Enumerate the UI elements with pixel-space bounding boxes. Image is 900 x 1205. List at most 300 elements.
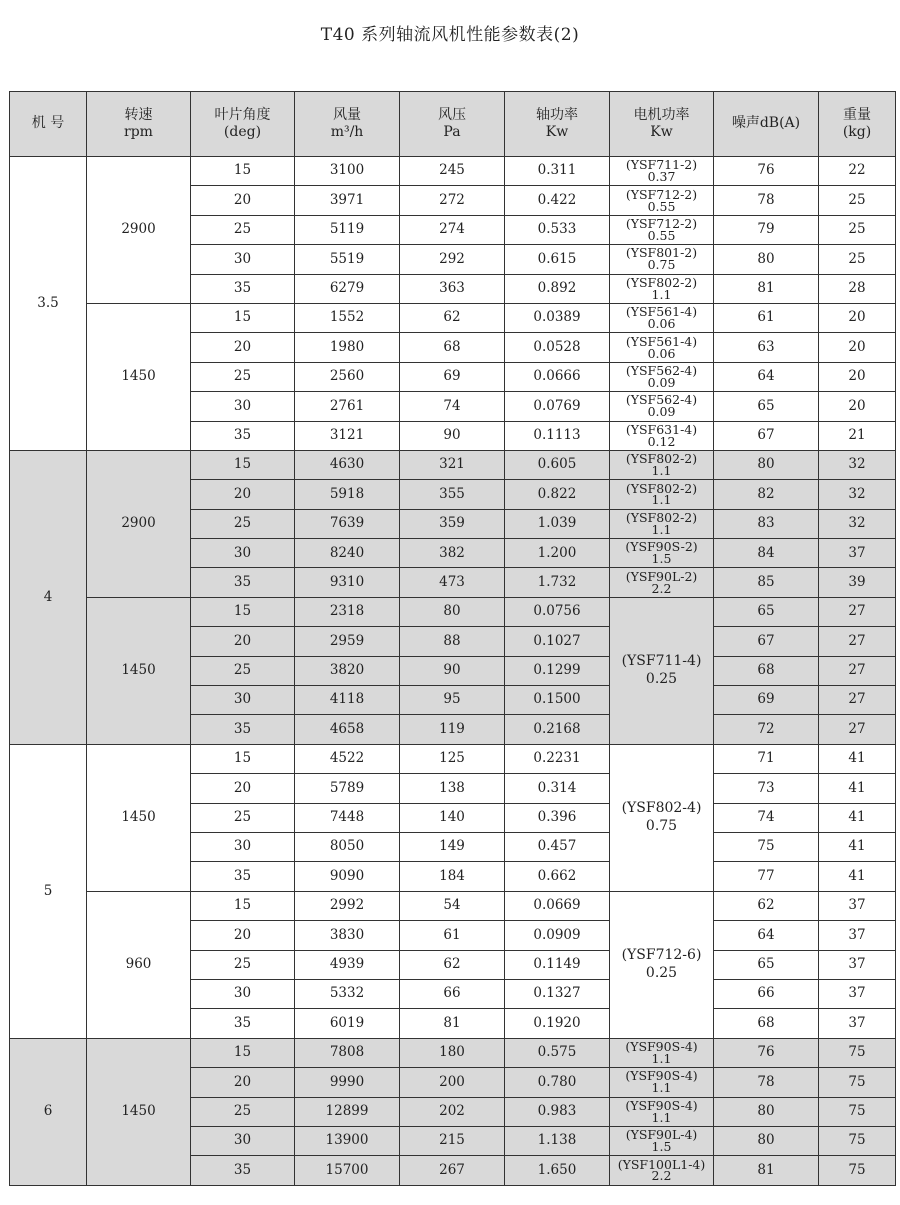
motor-model: (YSF712-2) — [625, 186, 698, 202]
angle-cell: 20 — [191, 333, 295, 362]
angle-cell: 25 — [191, 950, 295, 979]
flow-cell: 6279 — [295, 274, 400, 303]
pressure-cell: 359 — [400, 509, 505, 538]
shaft-power-cell: 0.0528 — [505, 333, 610, 362]
weight-cell: 37 — [819, 921, 896, 950]
flow-cell: 8050 — [295, 832, 400, 861]
flow-cell: 7808 — [295, 1038, 400, 1067]
header-pressure: 风压 Pa — [400, 92, 505, 157]
noise-cell: 79 — [714, 215, 819, 244]
weight-cell: 41 — [819, 832, 896, 861]
angle-cell: 20 — [191, 1068, 295, 1097]
weight-cell: 37 — [819, 539, 896, 568]
motor-model: (YSF711-2) — [625, 157, 698, 173]
header-model: 机 号 — [10, 92, 87, 157]
table-row — [10, 597, 896, 626]
motor-power-cell — [610, 303, 714, 332]
angle-cell: 20 — [191, 480, 295, 509]
shaft-power-cell: 0.0909 — [505, 921, 610, 950]
motor-power-cell — [610, 480, 714, 509]
noise-cell: 77 — [714, 862, 819, 891]
angle-cell: 15 — [191, 450, 295, 479]
shaft-power-cell: 0.1299 — [505, 656, 610, 685]
noise-cell: 81 — [714, 1156, 819, 1185]
motor-power-cell — [610, 362, 714, 391]
pressure-cell: 272 — [400, 186, 505, 215]
noise-cell: 80 — [714, 1126, 819, 1155]
noise-cell: 76 — [714, 157, 819, 186]
flow-cell: 4118 — [295, 686, 400, 715]
pressure-cell: 88 — [400, 627, 505, 656]
angle-cell: 30 — [191, 245, 295, 274]
angle-cell: 15 — [191, 744, 295, 773]
performance-table — [9, 91, 896, 1186]
pressure-cell: 267 — [400, 1156, 505, 1185]
weight-cell: 22 — [819, 157, 896, 186]
pressure-cell: 138 — [400, 774, 505, 803]
model-cell: 6 — [10, 1038, 87, 1185]
flow-cell: 8240 — [295, 539, 400, 568]
angle-cell: 25 — [191, 803, 295, 832]
pressure-cell: 184 — [400, 862, 505, 891]
table-row — [10, 891, 896, 920]
motor-model: (YSF562-4) — [625, 363, 698, 379]
flow-cell: 3100 — [295, 157, 400, 186]
noise-cell: 78 — [714, 1068, 819, 1097]
table-row — [10, 157, 896, 186]
flow-cell: 5119 — [295, 215, 400, 244]
shaft-power-cell: 0.822 — [505, 480, 610, 509]
motor-power-cell — [610, 421, 714, 450]
speed-cell: 1450 — [87, 744, 191, 891]
shaft-power-cell: 1.138 — [505, 1126, 610, 1155]
angle-cell: 25 — [191, 215, 295, 244]
weight-cell: 39 — [819, 568, 896, 597]
flow-cell: 2992 — [295, 891, 400, 920]
flow-cell: 9990 — [295, 1068, 400, 1097]
angle-cell: 20 — [191, 921, 295, 950]
table-row — [10, 303, 896, 332]
motor-kw: 2.2 — [651, 1168, 672, 1184]
angle-cell: 25 — [191, 509, 295, 538]
weight-cell: 27 — [819, 715, 896, 744]
motor-kw: 0.55 — [647, 198, 676, 214]
weight-cell: 75 — [819, 1038, 896, 1067]
angle-cell: 35 — [191, 1009, 295, 1038]
pressure-cell: 215 — [400, 1126, 505, 1155]
pressure-cell: 119 — [400, 715, 505, 744]
motor-kw: 1.5 — [651, 1139, 672, 1155]
motor-kw: 0.12 — [647, 433, 676, 449]
weight-cell: 75 — [819, 1156, 896, 1185]
pressure-cell: 74 — [400, 392, 505, 421]
motor-kw: 0.25 — [645, 964, 678, 981]
angle-cell: 15 — [191, 597, 295, 626]
shaft-power-cell: 0.0769 — [505, 392, 610, 421]
pressure-cell: 54 — [400, 891, 505, 920]
shaft-power-cell: 1.200 — [505, 539, 610, 568]
shaft-power-cell: 0.2231 — [505, 744, 610, 773]
shaft-power-cell: 0.1113 — [505, 421, 610, 450]
shaft-power-cell: 0.662 — [505, 862, 610, 891]
pressure-cell: 95 — [400, 686, 505, 715]
flow-cell: 4522 — [295, 744, 400, 773]
noise-cell: 65 — [714, 950, 819, 979]
motor-power-merged-cell — [610, 744, 714, 891]
motor-kw: 1.1 — [651, 521, 672, 537]
header-weight: 重量 (kg) — [819, 92, 896, 157]
motor-power-merged-cell — [610, 597, 714, 744]
motor-model: (YSF90S-4) — [625, 1097, 698, 1113]
shaft-power-cell: 0.311 — [505, 157, 610, 186]
motor-power-cell — [610, 392, 714, 421]
angle-cell: 20 — [191, 627, 295, 656]
noise-cell: 78 — [714, 186, 819, 215]
weight-cell: 27 — [819, 656, 896, 685]
motor-kw: 1.1 — [651, 463, 672, 479]
speed-cell: 960 — [87, 891, 191, 1038]
motor-model: (YSF100L1-4) — [617, 1156, 706, 1172]
flow-cell: 15700 — [295, 1156, 400, 1185]
motor-power-cell — [610, 568, 714, 597]
motor-model: (YSF801-2) — [625, 245, 698, 261]
motor-model: (YSF631-4) — [625, 421, 698, 437]
header-speed: 转速 rpm — [87, 92, 191, 157]
motor-power-cell — [610, 1038, 714, 1067]
noise-cell: 61 — [714, 303, 819, 332]
motor-kw: 1.1 — [651, 1050, 672, 1066]
motor-kw: 0.55 — [647, 227, 676, 243]
angle-cell: 30 — [191, 392, 295, 421]
flow-cell: 3820 — [295, 656, 400, 685]
motor-power-cell — [610, 274, 714, 303]
table-row — [10, 1038, 896, 1067]
weight-cell: 41 — [819, 774, 896, 803]
header-angle: 叶片角度 (deg) — [191, 92, 295, 157]
flow-cell: 6019 — [295, 1009, 400, 1038]
noise-cell: 72 — [714, 715, 819, 744]
noise-cell: 84 — [714, 539, 819, 568]
weight-cell: 27 — [819, 597, 896, 626]
motor-power-cell — [610, 245, 714, 274]
pressure-cell: 68 — [400, 333, 505, 362]
motor-model: (YSF802-2) — [625, 510, 698, 525]
pressure-cell: 292 — [400, 245, 505, 274]
motor-model: (YSF802-2) — [625, 274, 698, 290]
weight-cell: 28 — [819, 274, 896, 303]
noise-cell: 83 — [714, 509, 819, 538]
weight-cell: 21 — [819, 421, 896, 450]
weight-cell: 75 — [819, 1097, 896, 1126]
weight-cell: 37 — [819, 979, 896, 1008]
pressure-cell: 382 — [400, 539, 505, 568]
angle-cell: 15 — [191, 157, 295, 186]
noise-cell: 82 — [714, 480, 819, 509]
motor-power-cell — [610, 1126, 714, 1155]
pressure-cell: 140 — [400, 803, 505, 832]
flow-cell: 5332 — [295, 979, 400, 1008]
motor-power-cell — [610, 1156, 714, 1185]
motor-model: (YSF562-4) — [625, 392, 698, 408]
shaft-power-cell: 1.732 — [505, 568, 610, 597]
shaft-power-cell: 0.780 — [505, 1068, 610, 1097]
noise-cell: 71 — [714, 744, 819, 773]
weight-cell: 20 — [819, 392, 896, 421]
motor-kw: 1.1 — [651, 492, 672, 508]
noise-cell: 68 — [714, 1009, 819, 1038]
shaft-power-cell: 0.0669 — [505, 891, 610, 920]
motor-power-cell — [610, 215, 714, 244]
header-shaft-power: 轴功率 Kw — [505, 92, 610, 157]
header-flow: 风量 m³/h — [295, 92, 400, 157]
motor-power-cell — [610, 1068, 714, 1097]
motor-model: (YSF561-4) — [625, 304, 698, 320]
weight-cell: 32 — [819, 480, 896, 509]
weight-cell: 75 — [819, 1126, 896, 1155]
flow-cell: 3830 — [295, 921, 400, 950]
motor-model: (YSF561-4) — [625, 333, 698, 349]
motor-kw: 0.09 — [647, 404, 676, 420]
angle-cell: 30 — [191, 979, 295, 1008]
noise-cell: 62 — [714, 891, 819, 920]
motor-power-cell — [610, 333, 714, 362]
shaft-power-cell: 1.039 — [505, 509, 610, 538]
angle-cell: 20 — [191, 774, 295, 803]
weight-cell: 41 — [819, 744, 896, 773]
noise-cell: 75 — [714, 832, 819, 861]
weight-cell: 37 — [819, 950, 896, 979]
noise-cell: 63 — [714, 333, 819, 362]
angle-cell: 30 — [191, 1126, 295, 1155]
noise-cell: 64 — [714, 921, 819, 950]
flow-cell: 1980 — [295, 333, 400, 362]
flow-cell: 4658 — [295, 715, 400, 744]
flow-cell: 1552 — [295, 303, 400, 332]
shaft-power-cell: 0.1027 — [505, 627, 610, 656]
shaft-power-cell: 0.1149 — [505, 950, 610, 979]
flow-cell: 2761 — [295, 392, 400, 421]
angle-cell: 35 — [191, 421, 295, 450]
pressure-cell: 90 — [400, 421, 505, 450]
noise-cell: 67 — [714, 421, 819, 450]
motor-model: (YSF802-4) — [621, 800, 702, 817]
pressure-cell: 80 — [400, 597, 505, 626]
weight-cell: 32 — [819, 509, 896, 538]
weight-cell: 25 — [819, 245, 896, 274]
pressure-cell: 125 — [400, 744, 505, 773]
pressure-cell: 321 — [400, 450, 505, 479]
motor-kw: 1.1 — [651, 1109, 672, 1125]
noise-cell: 80 — [714, 245, 819, 274]
shaft-power-cell: 0.605 — [505, 450, 610, 479]
header-row — [10, 92, 896, 157]
motor-power-cell — [610, 509, 714, 538]
shaft-power-cell: 0.396 — [505, 803, 610, 832]
motor-model: (YSF90S-4) — [625, 1068, 698, 1084]
table-body — [10, 157, 896, 1186]
motor-power-cell — [610, 186, 714, 215]
noise-cell: 67 — [714, 627, 819, 656]
flow-cell: 12899 — [295, 1097, 400, 1126]
pressure-cell: 200 — [400, 1068, 505, 1097]
angle-cell: 35 — [191, 568, 295, 597]
shaft-power-cell: 0.892 — [505, 274, 610, 303]
noise-cell: 74 — [714, 803, 819, 832]
noise-cell: 80 — [714, 450, 819, 479]
pressure-cell: 90 — [400, 656, 505, 685]
noise-cell: 69 — [714, 686, 819, 715]
angle-cell: 25 — [191, 1097, 295, 1126]
motor-power-cell — [610, 157, 714, 186]
speed-cell: 1450 — [87, 303, 191, 450]
angle-cell: 15 — [191, 303, 295, 332]
shaft-power-cell: 0.457 — [505, 832, 610, 861]
noise-cell: 85 — [714, 568, 819, 597]
flow-cell: 3121 — [295, 421, 400, 450]
model-cell: 4 — [10, 450, 87, 744]
speed-cell: 2900 — [87, 450, 191, 597]
angle-cell: 30 — [191, 539, 295, 568]
angle-cell: 35 — [191, 862, 295, 891]
flow-cell: 9090 — [295, 862, 400, 891]
weight-cell: 32 — [819, 450, 896, 479]
pressure-cell: 69 — [400, 362, 505, 391]
weight-cell: 25 — [819, 186, 896, 215]
shaft-power-cell: 0.1500 — [505, 686, 610, 715]
pressure-cell: 245 — [400, 157, 505, 186]
speed-cell: 1450 — [87, 597, 191, 744]
shaft-power-cell: 0.2168 — [505, 715, 610, 744]
shaft-power-cell: 0.1920 — [505, 1009, 610, 1038]
noise-cell: 66 — [714, 979, 819, 1008]
motor-power-cell — [610, 539, 714, 568]
angle-cell: 30 — [191, 686, 295, 715]
motor-model: (YSF712-2) — [625, 216, 698, 232]
weight-cell: 41 — [819, 803, 896, 832]
motor-power-cell — [610, 1097, 714, 1126]
pressure-cell: 149 — [400, 832, 505, 861]
motor-power-cell — [610, 450, 714, 479]
shaft-power-cell: 0.575 — [505, 1038, 610, 1067]
motor-model: (YSF90S-2) — [625, 539, 698, 555]
shaft-power-cell: 0.314 — [505, 774, 610, 803]
table-row — [10, 744, 896, 773]
pressure-cell: 180 — [400, 1038, 505, 1067]
table-row — [10, 450, 896, 479]
flow-cell: 9310 — [295, 568, 400, 597]
speed-cell: 2900 — [87, 157, 191, 304]
motor-kw: 2.2 — [651, 580, 672, 596]
shaft-power-cell: 0.0389 — [505, 303, 610, 332]
weight-cell: 75 — [819, 1068, 896, 1097]
pressure-cell: 355 — [400, 480, 505, 509]
motor-model: (YSF711-4) — [621, 653, 702, 670]
weight-cell: 20 — [819, 303, 896, 332]
motor-kw: 0.75 — [647, 257, 676, 273]
weight-cell: 37 — [819, 1009, 896, 1038]
pressure-cell: 274 — [400, 215, 505, 244]
weight-cell: 27 — [819, 686, 896, 715]
pressure-cell: 202 — [400, 1097, 505, 1126]
motor-kw: 1.1 — [651, 286, 672, 302]
header-motor-power: 电机功率 Kw — [610, 92, 714, 157]
flow-cell: 5918 — [295, 480, 400, 509]
angle-cell: 15 — [191, 1038, 295, 1067]
noise-cell: 65 — [714, 597, 819, 626]
angle-cell: 25 — [191, 362, 295, 391]
flow-cell: 4630 — [295, 450, 400, 479]
pressure-cell: 61 — [400, 921, 505, 950]
speed-cell: 1450 — [87, 1038, 191, 1185]
shaft-power-cell: 1.650 — [505, 1156, 610, 1185]
motor-kw: 0.06 — [647, 316, 676, 332]
motor-model: (YSF802-2) — [625, 480, 698, 496]
model-cell: 5 — [10, 744, 87, 1038]
angle-cell: 35 — [191, 274, 295, 303]
weight-cell: 41 — [819, 862, 896, 891]
weight-cell: 20 — [819, 333, 896, 362]
motor-kw: 0.06 — [647, 345, 676, 361]
shaft-power-cell: 0.533 — [505, 215, 610, 244]
pressure-cell: 81 — [400, 1009, 505, 1038]
pressure-cell: 62 — [400, 303, 505, 332]
flow-cell: 7639 — [295, 509, 400, 538]
motor-kw: 0.37 — [647, 169, 676, 185]
noise-cell: 76 — [714, 1038, 819, 1067]
motor-kw: 0.25 — [645, 670, 678, 687]
flow-cell: 5789 — [295, 774, 400, 803]
header-noise: 噪声dB(A) — [714, 92, 819, 157]
motor-kw: 0.09 — [647, 374, 676, 390]
angle-cell: 20 — [191, 186, 295, 215]
pressure-cell: 363 — [400, 274, 505, 303]
weight-cell: 20 — [819, 362, 896, 391]
weight-cell: 27 — [819, 627, 896, 656]
motor-model: (YSF712-6) — [621, 947, 702, 964]
noise-cell: 68 — [714, 656, 819, 685]
angle-cell: 30 — [191, 832, 295, 861]
noise-cell: 65 — [714, 392, 819, 421]
angle-cell: 15 — [191, 891, 295, 920]
angle-cell: 35 — [191, 1156, 295, 1185]
model-cell: 3.5 — [10, 157, 87, 451]
motor-model: (YSF90L-2) — [625, 568, 698, 584]
weight-cell: 37 — [819, 891, 896, 920]
noise-cell: 64 — [714, 362, 819, 391]
noise-cell: 73 — [714, 774, 819, 803]
noise-cell: 81 — [714, 274, 819, 303]
angle-cell: 25 — [191, 656, 295, 685]
weight-cell: 25 — [819, 215, 896, 244]
motor-kw: 1.1 — [651, 1080, 672, 1096]
motor-model: (YSF90S-4) — [625, 1039, 698, 1055]
page-title: T40 系列轴流风机性能参数表(2) — [320, 25, 580, 45]
shaft-power-cell: 0.0756 — [505, 597, 610, 626]
motor-kw: 0.75 — [645, 817, 678, 834]
pressure-cell: 62 — [400, 950, 505, 979]
pressure-cell: 66 — [400, 979, 505, 1008]
flow-cell: 2318 — [295, 597, 400, 626]
pressure-cell: 473 — [400, 568, 505, 597]
flow-cell: 3971 — [295, 186, 400, 215]
flow-cell: 13900 — [295, 1126, 400, 1155]
flow-cell: 4939 — [295, 950, 400, 979]
shaft-power-cell: 0.0666 — [505, 362, 610, 391]
flow-cell: 5519 — [295, 245, 400, 274]
motor-power-merged-cell — [610, 891, 714, 1038]
shaft-power-cell: 0.1327 — [505, 979, 610, 1008]
flow-cell: 2959 — [295, 627, 400, 656]
